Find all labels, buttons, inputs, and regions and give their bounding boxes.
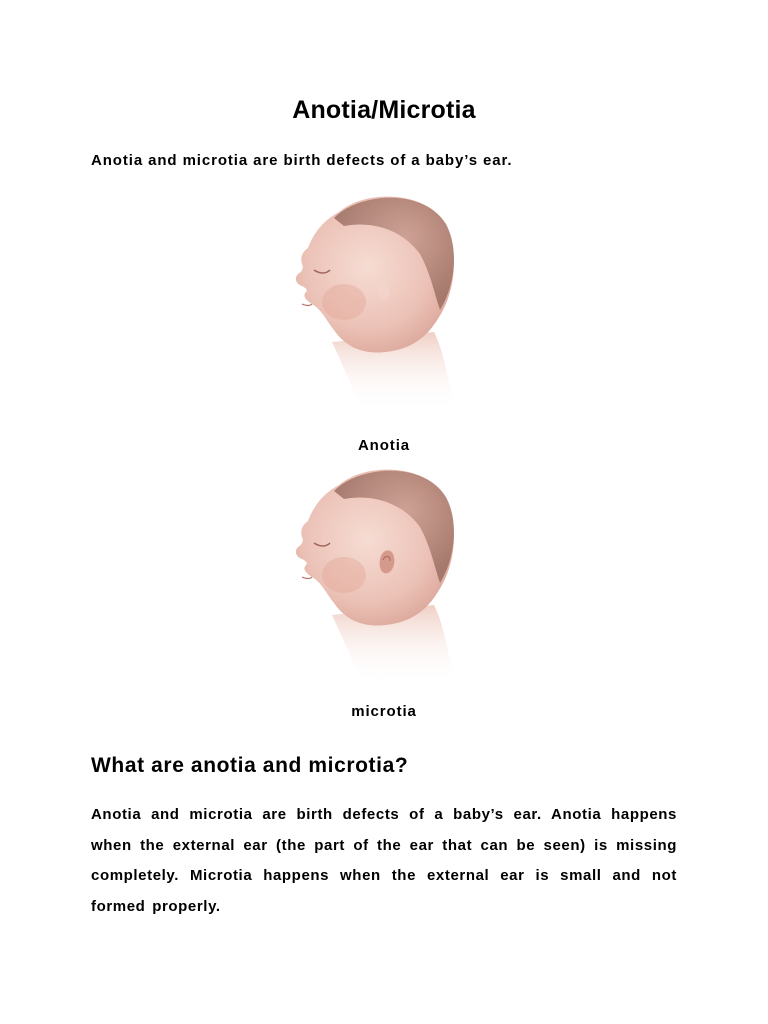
page-title: Anotia/Microtia <box>292 96 476 124</box>
baby-profile-small-ear-illustration <box>284 465 498 685</box>
section-heading: What are anotia and microtia? <box>91 754 409 777</box>
figure-caption-anotia: Anotia <box>357 437 411 454</box>
intro-paragraph: Anotia and microtia are birth defects of a baby’s ear. <box>91 152 513 169</box>
microtia-illustration <box>284 465 498 685</box>
section-body-paragraph: Anotia and microtia are birth defects of a baby’s ear. Anotia happens when the external ear (the part of the ear that can be seen) is missing completely. Microtia happens when the external ear is small and not formed properly. <box>91 806 677 915</box>
baby-profile-no-ear-illustration <box>284 192 498 412</box>
anotia-illustration <box>284 192 498 412</box>
figure-caption-microtia: microtia <box>351 703 417 720</box>
